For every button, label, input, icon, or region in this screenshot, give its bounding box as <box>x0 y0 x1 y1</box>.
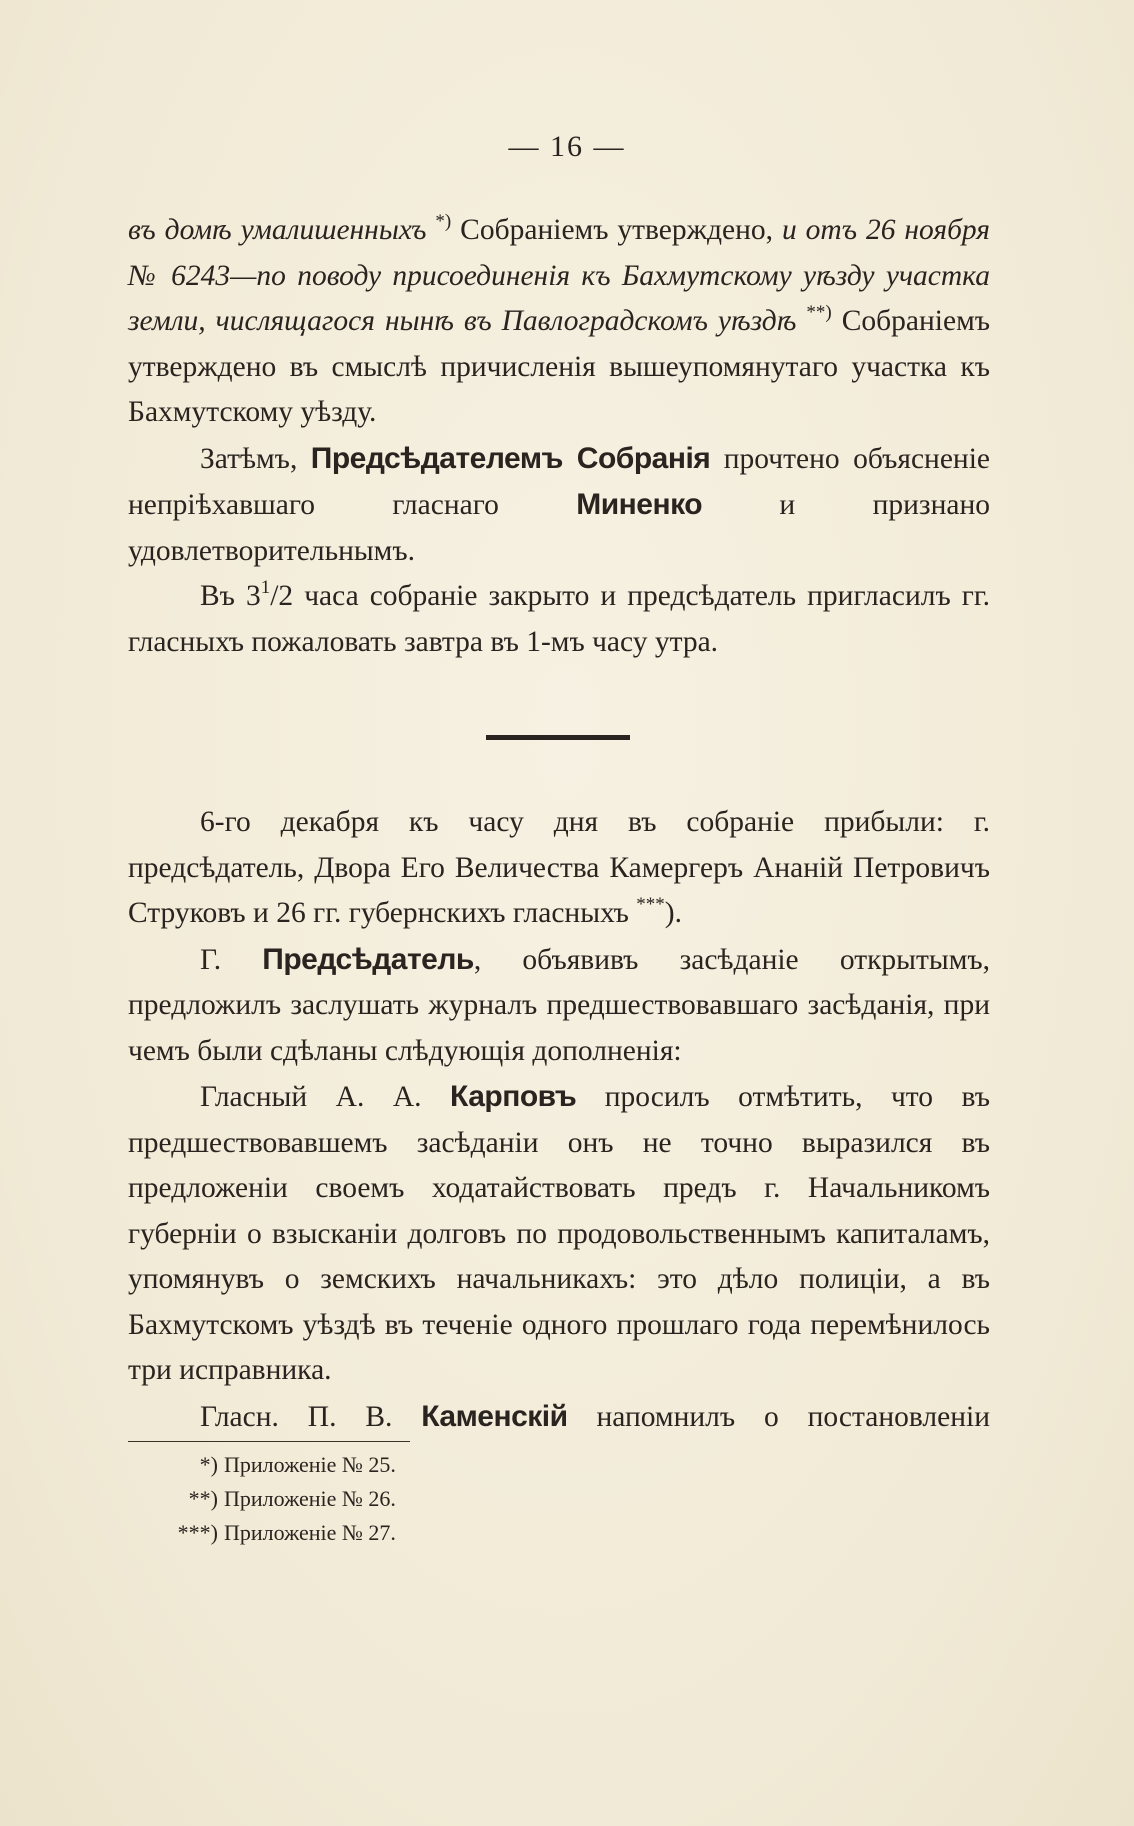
text: Въ 3 <box>200 580 261 612</box>
footnote-rule <box>128 1441 410 1442</box>
footnote-mark: ***) <box>177 1520 218 1545</box>
page-number: — 16 — <box>508 130 626 163</box>
text: /2 часа собраніе закрыто и предсѣдатель пригласилъ гг. гласныхъ пожаловать завтра въ 1-мъ часу утра. <box>128 580 991 658</box>
text: , объявивъ засѣданіе открытымъ, предложилъ заслушать журналъ предшествовавшаго засѣданія, при чемъ были сдѣланы слѣдующія дополненія: <box>128 943 990 1067</box>
paragraph-chairman <box>128 937 990 1075</box>
text: Г. <box>200 943 263 976</box>
italic-text: и отъ 26 ноября № 6243—по поводу присоединенія къ Бахмутскому уѣзду участка земли, числящагося нынѣ въ Павлоградскомъ уѣздѣ <box>128 214 990 337</box>
bold-name: Предсѣдатель <box>262 942 474 976</box>
footnote <box>128 1482 528 1516</box>
text: Собраніемъ утверждено, <box>451 214 782 246</box>
text: Собраніемъ утверждено въ смыслѣ причисленія вышеупомянутаго участка къ Бахмутскому уѣзду. <box>128 305 991 428</box>
footnote-mark: *) <box>199 1452 218 1477</box>
paragraph-closing <box>128 574 990 665</box>
paragraph-arrival <box>128 800 990 937</box>
text: ). <box>664 897 682 929</box>
footnote-mark: **) <box>188 1486 218 1511</box>
text: 6-го декабря къ часу дня въ собраніе прибыли: г. предсѣдатель, Двора Его Величества Камергеръ Ананій Петровичъ Струковъ и 26 гг. губернскихъ гласныхъ <box>128 806 990 929</box>
footnote <box>128 1448 528 1482</box>
text-block-upper <box>128 208 990 665</box>
bold-name: Карповъ <box>450 1080 577 1113</box>
text-block-lower <box>128 800 990 1440</box>
text: Гласн. П. В. <box>200 1400 422 1433</box>
footnote-ref: *) <box>435 211 452 232</box>
italic-text: въ домѣ умалишенныхъ <box>128 214 427 246</box>
footnote-text: Приложеніе № 25. <box>224 1452 396 1477</box>
footnote-text: Приложеніе № 27. <box>224 1520 396 1545</box>
paragraph-asylum <box>128 208 990 436</box>
text: прочтено объясненіе непріѣхавшаго гласнаго <box>128 442 990 521</box>
paragraph-karpov <box>128 1074 990 1394</box>
bold-name: Каменскій <box>421 1399 568 1433</box>
footnote-ref: **) <box>806 302 832 323</box>
footnote-text: Приложеніе № 26. <box>224 1486 396 1511</box>
footnote-ref: *** <box>636 894 665 915</box>
paragraph-explanation <box>128 436 990 575</box>
footnotes <box>128 1448 528 1550</box>
bold-name: Миненко <box>576 488 703 521</box>
text: и признано удовлетворительнымъ. <box>128 489 990 567</box>
bold-name: Предсѣдателемъ Собранія <box>310 441 711 475</box>
text: Гласный А. А. <box>200 1081 451 1113</box>
text: напомнилъ о постановленіи <box>567 1400 991 1433</box>
footnote <box>128 1516 528 1550</box>
text: просилъ отмѣтить, что въ предшествовавшемъ засѣданіи онъ не точно выразился въ предложеніи своемъ ходатайствовать предъ г. Начальникомъ губерніи о взысканіи долговъ по продовольственнымъ капиталамъ, упомянувъ о земскихъ начальникахъ: это дѣло полиціи, а въ Бахмутскомъ уѣздѣ въ теченіе одного прошлаго года перемѣнилось три исправника. <box>128 1081 990 1386</box>
text: Затѣмъ, <box>200 442 311 475</box>
paragraph-kamensky <box>128 1394 990 1441</box>
fraction-numerator: 1 <box>260 577 271 598</box>
section-separator <box>486 735 630 740</box>
